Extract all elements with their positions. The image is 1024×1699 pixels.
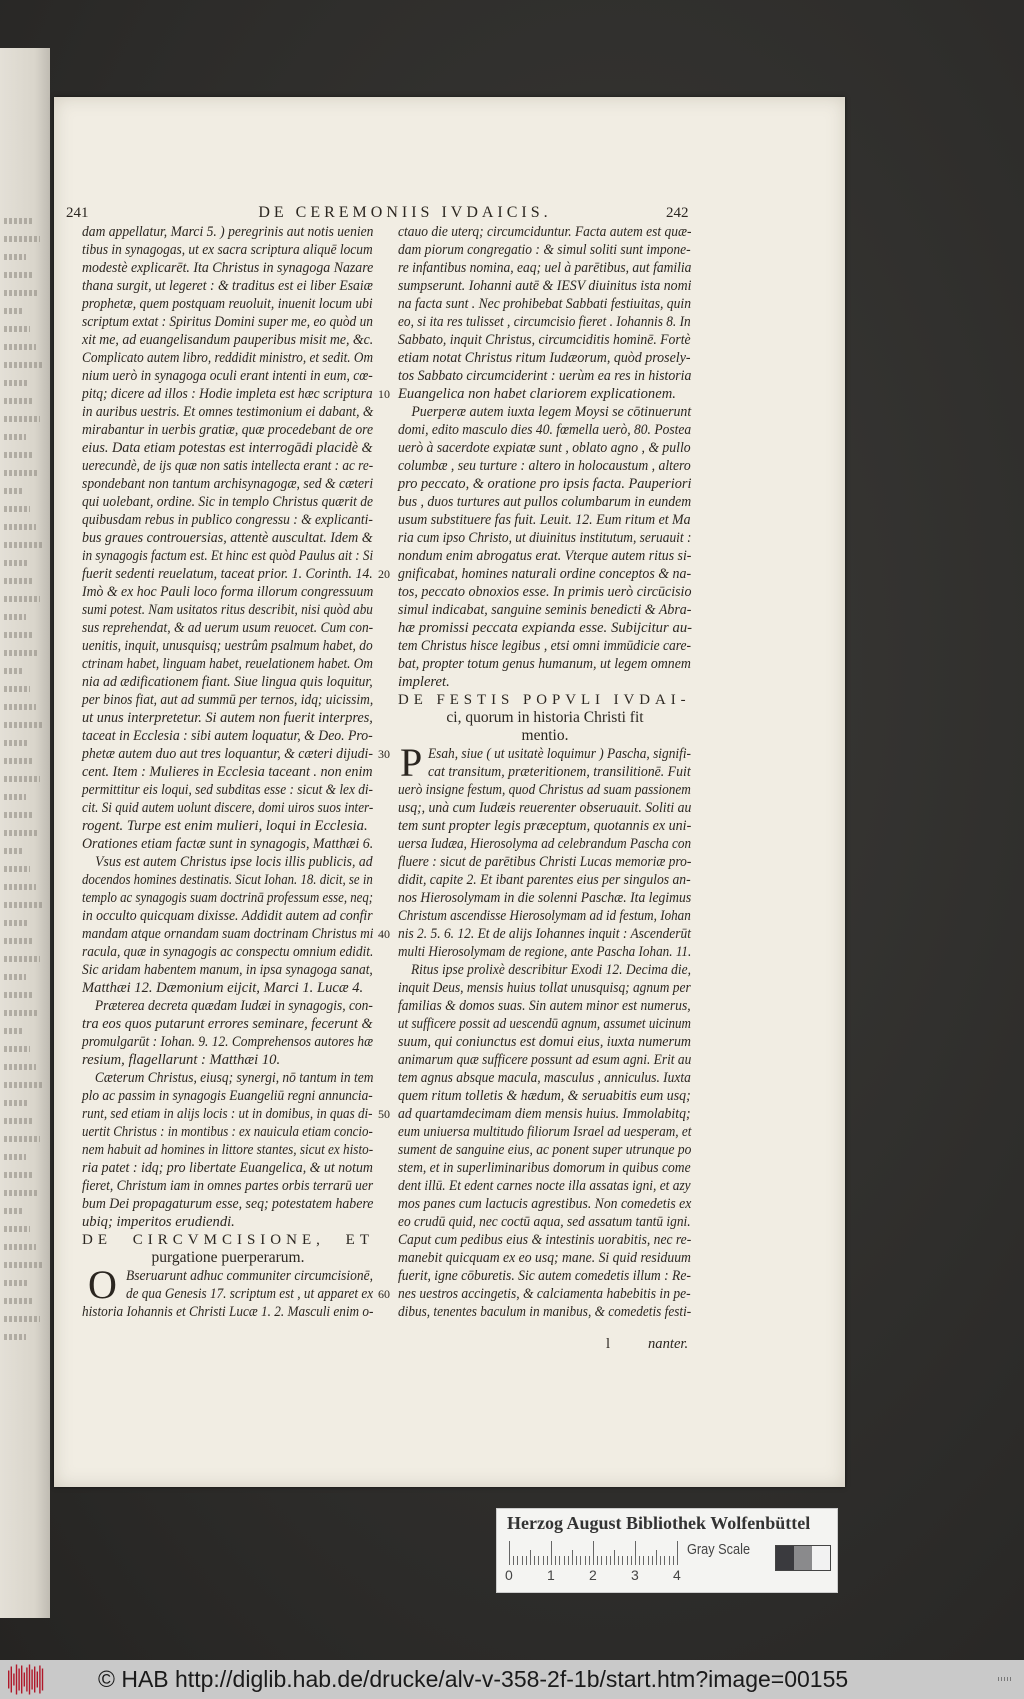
text-line: mandam atque ornandam suam doctrinam Christus mi	[82, 926, 374, 942]
text-line: Imò & ex hoc Pauli loco forma illorum congressuum	[82, 584, 374, 600]
text-line: na facta sunt . Nec prohibebat Sabbati festiuitas, quin	[398, 296, 692, 312]
text-line: multi Hierosolymam de regione, ante Pascha Iohan. 11.	[398, 944, 692, 960]
text-line: uerò insigne festum, quod Christus ad suam passionem	[398, 782, 691, 798]
swatch-mid	[794, 1546, 812, 1570]
text-line: domi, edito masculo dies 40. fœmella uerò, 80. Postea	[398, 422, 692, 438]
text-line: sumi potest. Nam usitatos ritus describit, nisi quòd abu	[82, 602, 373, 618]
page-edge-text-fragment	[4, 668, 24, 674]
text-line: phetæ autem duo aut tres loquantur, & cæteri dijudi-	[82, 746, 373, 762]
page-edge-text-fragment	[4, 1190, 38, 1196]
margin-line-number: 40	[378, 927, 390, 941]
text-line: ut unus interpretetur. Si autem non fuerit interpres,	[82, 710, 373, 726]
text-line: nem habuit ad homines in littore stantes, sicut ex histo-	[82, 1142, 374, 1158]
logo-bar	[21, 1666, 22, 1694]
text-line: sumpserunt. Iohanni autē & IESV diuinitus ista nomi	[398, 278, 692, 294]
ruler-tick	[673, 1556, 674, 1565]
page-edge-text-fragment	[4, 1262, 42, 1268]
ruler-tick	[618, 1556, 619, 1565]
text-line: resium, flagellarunt : Matthæi 10.	[82, 1052, 281, 1068]
text-line: ad quartamdecimam diem mensis huius. Immolabitq;	[398, 1106, 691, 1122]
text-line: Euangelica non habet clariorem explicationem.	[398, 386, 676, 402]
page-edge-text-fragment	[4, 452, 32, 458]
page-edge-text-fragment	[4, 524, 36, 530]
text-line: scriptum extat : Spiritus Domini super me, eo quòd un	[82, 314, 373, 330]
ruler-number: 3	[631, 1567, 639, 1583]
gray-scale-label: Gray Scale	[687, 1541, 751, 1558]
logo-bar	[42, 1669, 43, 1691]
margin-line-number: 20	[378, 567, 390, 581]
text-line: animarum quæ sufficere possunt ad esum agni. Erit au	[398, 1052, 692, 1068]
text-line: ctauo die uterq; circumciduntur. Facta autem est quæ-	[398, 224, 692, 240]
page-number-left: 241	[66, 205, 89, 221]
text-line: plo ac passim in synagogis Euangeliū regni annuncia-	[82, 1088, 373, 1104]
page-edge-text-fragment	[4, 1244, 36, 1250]
text-line: nondum enim abrogatus erat. Vterque autem ritus si-	[398, 548, 692, 564]
signature-mark: l	[606, 1336, 611, 1352]
text-line: etiam notat Christus ritum Iudæorum, quòd prosely-	[398, 350, 691, 366]
text-line: mirabantur in uerbis gratiæ, quæ procedebant de ore	[82, 422, 374, 438]
text-line: in occulto quicquam dixisse. Addidit autem ad confir	[82, 908, 373, 924]
text-line: re infantibus nomina, eaq; uel à parētibus, aut familia	[398, 260, 692, 276]
page-edge-text-fragment	[4, 308, 24, 314]
hab-logo-icon	[6, 1664, 46, 1695]
text-line: tem Christus hisce legibus , etsi omni immūdicie care-	[398, 638, 692, 654]
text-line: Ritus ipse prolixè describitur Exodi 12. Decima die,	[410, 962, 692, 978]
page-edge-text-fragment	[4, 434, 26, 440]
text-line: usq;, unà cum Iudæis reuerenter obseruauit. Soliti au	[398, 800, 692, 816]
ruler-tick	[517, 1556, 518, 1565]
page-edge-text-fragment	[4, 848, 24, 854]
logo-bar	[11, 1667, 12, 1693]
ruler-tick	[538, 1556, 539, 1565]
text-line: hæ promissi peccata expianda esse. Subijcitur au-	[398, 620, 692, 636]
text-line: nes uestros accingetis, & calciamenta habebitis in pe-	[398, 1286, 691, 1302]
swatch-dark	[776, 1546, 794, 1570]
page-edge-text-fragment	[4, 254, 26, 260]
text-line: sus reprehendat, & ad uerum usum reuocet. Cum con-	[82, 620, 374, 636]
logo-bar	[34, 1667, 35, 1693]
ruler-tick	[631, 1556, 632, 1565]
ruler-tick	[580, 1556, 581, 1565]
text-line: xit me, ad euangelisandum pauperibus misit me, &c.	[82, 332, 374, 348]
page-edge-text-fragment	[4, 416, 40, 422]
ruler-tick	[648, 1556, 649, 1565]
text-line: tos Sabbato circumciderint : uerùm ea res in historia	[398, 368, 692, 384]
section-heading-line: ci, quorum in historia Christi fit	[446, 709, 644, 726]
page-edge-text-fragment	[4, 290, 38, 296]
logo-bar	[13, 1674, 14, 1686]
text-line: prophetæ, quem postquam reuoluit, inuenit locum ubi	[82, 296, 373, 312]
text-line: bus graues controuersias, attentè auscultat. Idem &	[82, 530, 373, 546]
text-line: ubiq; imperitos erudiendi.	[82, 1214, 235, 1230]
footer-mark-icon	[998, 1677, 1012, 1681]
ruler-tick	[530, 1550, 531, 1565]
text-line: tem agnus absque macula, masculus , anniculus. Iuxta	[398, 1070, 691, 1086]
margin-line-number: 60	[378, 1287, 390, 1301]
ruler-number: 2	[589, 1567, 597, 1583]
page-edge-text-fragment	[4, 218, 34, 224]
section-heading-line: mentio.	[521, 727, 569, 744]
logo-bar	[24, 1673, 25, 1687]
page-edge-text-fragment	[4, 812, 32, 818]
logo-bar	[39, 1666, 40, 1694]
page-edge-text-fragment	[4, 722, 42, 728]
page-edge-text-fragment	[4, 1208, 24, 1214]
text-line: thana surgit, ut legeret : & traditus est ei liber Esaiæ	[82, 278, 373, 294]
text-line: Sic aridam habentem manum, in ipsa synagoga sanat,	[82, 962, 373, 978]
text-line: manebit quicquam ex eo usq; mane. Si quid residuum	[398, 1250, 691, 1266]
page-edge-text-fragment	[4, 344, 36, 350]
text-line: tibus in synagogas, ut ex sacra scriptura aliquē locum	[82, 242, 373, 258]
ruler-tick	[572, 1550, 573, 1565]
page-edge-text-fragment	[4, 794, 26, 800]
ruler-tick	[669, 1556, 670, 1565]
ruler-tick	[555, 1556, 556, 1565]
ruler-tick	[564, 1556, 565, 1565]
page-edge-text-fragment	[4, 650, 38, 656]
text-line: Cæterum Christus, eiusq; synergi, nō tantum in tem	[94, 1070, 374, 1086]
page-edge-text-fragment	[4, 938, 34, 944]
logo-bar	[37, 1672, 38, 1688]
text-line: fuerit, igne cōburetis. Sic autem comedetis illum : Re-	[398, 1268, 691, 1284]
page-edge-text-fragment	[4, 1172, 32, 1178]
text-line: Vsus est autem Christus ipse locis illis publicis, ad	[95, 854, 373, 870]
text-line: permittitur eis loqui, sed subditas esse : sicut & lex di-	[82, 782, 374, 798]
text-line: cent. Item : Mulieres in Ecclesia taceant . non enim	[82, 764, 373, 780]
text-line: Puerperæ autem iuxta legem Moysi se cōtinuerunt	[411, 404, 692, 420]
text-line: Christum ascendisse Hierosolymam ad id festum, Iohan	[398, 908, 691, 924]
text-line: pro peccato, & oratione pro ipsis facta. Pauperiori	[398, 476, 692, 492]
text-line: bum Dei propagaturum esse, seq; potestatem habere	[82, 1196, 374, 1212]
page-edge-text-fragment	[4, 830, 38, 836]
text-line: runt, sed etiam in alijs locis : ut in domibus, in quas di-	[82, 1106, 373, 1122]
page-edge-text-fragment	[4, 866, 30, 872]
text-line: promulgarūt : Iohan. 9. 12. Comprehensos autores hæ	[82, 1034, 374, 1050]
text-line: inquit Deus, mensis huius tollat unusquisq; agnum per	[398, 980, 691, 996]
page-edge-text-fragment	[4, 920, 28, 926]
text-line: historia Iohannis et Christi Lucæ 1. 2. Masculi enim o-	[82, 1304, 374, 1320]
text-line: de qua Genesis 17. scriptum est , ut apparet ex	[126, 1286, 374, 1302]
text-line: ut sufficere possit ad uescendū agnum, assumet uicinum	[398, 1016, 691, 1032]
section-heading-line: purgatione puerperarum.	[151, 1249, 305, 1266]
margin-line-number: 10	[378, 387, 390, 401]
text-line: dibus, tenentes baculum in manibus, & comedetis festi-	[398, 1304, 692, 1320]
text-line: taceat in Ecclesia : sibi autem loquatur, & Deo. Pro-	[82, 728, 373, 744]
page-edge-text-fragment	[4, 362, 42, 368]
text-line: dent illū. Et edent carnes nocte illa assatas igni, et azy	[398, 1178, 691, 1194]
page-edge-text-fragment	[4, 992, 32, 998]
page-edge-text-fragment	[4, 1334, 26, 1340]
page-edge-text-fragment	[4, 740, 28, 746]
page-edge-text-fragment	[4, 1154, 26, 1160]
ruler-tick	[568, 1556, 569, 1565]
text-line: eo, si ita res tulisset , circumcisio fieret . Iohannis 8. In	[398, 314, 691, 330]
logo-bar	[18, 1669, 19, 1691]
ruler-tick	[664, 1556, 665, 1565]
color-calibration-card	[496, 1508, 838, 1593]
text-line: uenitis, inquit, unusquisq; uestrûm psalmum habet, do	[82, 638, 373, 654]
page-edge-text-fragment	[4, 1280, 28, 1286]
text-line: Complicato autem libro, reddidit ministro, et sedit. Om	[82, 350, 374, 366]
ruler-tick	[606, 1556, 607, 1565]
footer-bar	[0, 1660, 1024, 1699]
page-edge-text-fragment	[4, 704, 36, 710]
text-line: pitq; dicere ad illos : Hodie impleta est hæc scriptura	[82, 386, 373, 402]
ruler-tick	[643, 1556, 644, 1565]
ruler-tick	[656, 1550, 657, 1565]
ruler-tick	[597, 1556, 598, 1565]
text-line: racula, quæ in synagogis ac conspectu omnium edidit.	[82, 944, 374, 960]
ruler-tick	[522, 1556, 523, 1565]
page-edge-text-fragment	[4, 398, 34, 404]
text-line: familias & domos suas. Sin autem minor est numerus,	[398, 998, 691, 1014]
ruler-tick	[576, 1556, 577, 1565]
text-line: per binos fiat, aut ad summū per ternos, idq; uicissim,	[82, 692, 374, 708]
text-line: Sabbato, inquit Christus, circumciditis hominē. Fortè	[398, 332, 691, 348]
text-line: uertit Christus : in montibus : ex nauicula etiam concio-	[82, 1124, 373, 1140]
text-line: nos Hierosolymam in die solenni Paschæ. Ita legimus	[398, 890, 692, 906]
text-line: Matthæi 12. Dæmonium eijcit, Marci 1. Lucæ 4.	[82, 980, 364, 996]
text-line: ctrinam habet, linguam habet, reuelationem habet. Om	[82, 656, 373, 672]
ruler-tick	[610, 1556, 611, 1565]
text-line: rogent. Turpe est enim mulieri, loqui in Ecclesia.	[82, 818, 368, 834]
text-line: dam piorum congregatio : & simul soliti sunt impone-	[398, 242, 691, 258]
logo-bar	[16, 1665, 17, 1695]
text-line: Caput cum pedibus eius & intestinis uorabitis, nec re-	[398, 1232, 692, 1248]
page-edge-text-fragment	[4, 614, 26, 620]
text-line: ria cum ipso Christo, ut diuinitus institutum, seruauit :	[398, 530, 692, 546]
section-heading-line: DE CIRCVMCISIONE, ET	[82, 1232, 374, 1248]
page-edge-text-fragment	[4, 560, 28, 566]
text-line: nium uerò in synagoga oculi erant intenti in eum, cœ-	[82, 368, 373, 384]
ruler-tick	[509, 1541, 510, 1565]
page-edge-text-fragment	[4, 758, 34, 764]
text-line: qui uolebant, ordine. Sic in templo Christus quærit de	[82, 494, 374, 510]
text-line: uerò à sacerdote expiatæ sunt , oblato agno , & pullo	[398, 440, 691, 456]
text-line: bus , duos turtures aut pullos columbarum in eundem	[398, 494, 692, 510]
drop-cap-p: P	[400, 740, 423, 785]
page-edge-text-fragment	[4, 1064, 36, 1070]
text-line: dam appellatur, Marci 5. ) peregrinis aut notis uenien	[82, 224, 374, 240]
text-line: gnificabat, homines naturali ordine conceptos & na-	[398, 566, 692, 582]
text-line: in synagogis factum est. Et hinc est quòd Paulus ait : Si	[82, 548, 374, 564]
text-line: tem sunt propter legis præceptum, quotannis ex uni-	[398, 818, 692, 834]
ruler-tick	[614, 1550, 615, 1565]
page-edge-text-fragment	[4, 1082, 42, 1088]
logo-bar	[29, 1665, 30, 1695]
page-edge-text-fragment	[4, 1010, 38, 1016]
text-line: uerecundè, de ijs quæ non satis intellecta erant : ac re-	[82, 458, 374, 474]
text-line: eius. Data etiam potestas est interrogādi placidè &	[82, 440, 373, 456]
text-line: Bseruarunt adhuc communiter circumcisionē,	[126, 1268, 373, 1284]
text-line: usum substituere fas fuit. Leuit. 12. Eum ritum et Ma	[398, 512, 691, 528]
text-line: cit. Si quid autem uolunt discere, domi uiros suos inter-	[82, 800, 374, 816]
page-edge-text-fragment	[4, 1028, 24, 1034]
margin-line-number: 50	[378, 1107, 390, 1121]
text-line: bat, propter totum genus humanum, ut legem omnem	[398, 656, 691, 672]
ruler-tick	[622, 1556, 623, 1565]
previous-page-edge	[0, 48, 50, 1618]
text-line: quem ritum tolletis & hædum, & seruabitis eum usq;	[398, 1088, 691, 1104]
logo-bar	[26, 1668, 27, 1692]
page-edge-text-fragment	[4, 1226, 30, 1232]
page-edge-text-fragment	[4, 506, 30, 512]
page-edge-text-fragment	[4, 1100, 28, 1106]
text-line: eo crudū quid, nec coctū aqua, sed assatum tantū igni.	[398, 1214, 691, 1230]
catchword: nanter.	[648, 1336, 689, 1352]
ruler-tick	[551, 1541, 552, 1565]
ruler-tick	[639, 1556, 640, 1565]
text-line: stem, et in superliminaribus domorum in quibus come	[398, 1160, 691, 1176]
page-edge-text-fragment	[4, 236, 40, 242]
text-line: ria patet : idq; pro libertate Euangelica, & ut notum	[82, 1160, 373, 1176]
page-edge-text-fragment	[4, 542, 42, 548]
text-line: Orationes etiam factæ sunt in synagogis, Matthæi 6.	[82, 836, 374, 852]
text-line: impleret.	[398, 674, 450, 690]
page-number-right: 242	[666, 205, 689, 221]
ruler-tick	[627, 1556, 628, 1565]
text-line: tos, peccato obnoxios esse. In primis uerò circūcisio	[398, 584, 692, 600]
ruler-tick	[547, 1556, 548, 1565]
copyright-url[interactable]: © HAB http://diglib.hab.de/drucke/alv-v-358-2f-1b/start.htm?image=00155	[98, 1666, 849, 1692]
page-edge-text-fragment	[4, 578, 34, 584]
page-edge-text-fragment	[4, 326, 30, 332]
section-heading-line: DE FESTIS POPVLI IVDAI-	[398, 692, 691, 708]
ruler-tick	[589, 1556, 590, 1565]
ruler-tick	[601, 1556, 602, 1565]
ruler-tick	[543, 1556, 544, 1565]
ruler-tick	[593, 1541, 594, 1565]
text-line: nis 2. 5. 6. 12. Et de alijs Iohannes inquit : Ascenderūt	[398, 926, 691, 942]
text-line: spondebant non tantum archisynagogæ, sed & cæteri	[82, 476, 374, 492]
page-edge-text-fragment	[4, 956, 40, 962]
ruler-tick	[635, 1541, 636, 1565]
ruler-number: 1	[547, 1567, 555, 1583]
gray-scale-swatches	[775, 1545, 831, 1571]
page-edge-text-fragment	[4, 632, 32, 638]
ruler-tick	[660, 1556, 661, 1565]
logo-bar	[8, 1671, 9, 1689]
text-line: docendos homines destinatis. Sicut Iohan. 18. dicit, se in	[82, 872, 373, 888]
ruler-tick	[652, 1556, 653, 1565]
page-edge-text-fragment	[4, 884, 36, 890]
text-line: modestè explicarēt. Ita Christus in synagoga Nazare	[82, 260, 374, 276]
text-line: nia ad ædificationem fiant. Siue lingua quis loquitur,	[82, 674, 373, 690]
drop-cap-o: O	[88, 1262, 117, 1307]
swatch-light	[812, 1546, 830, 1570]
ruler-tick	[513, 1556, 514, 1565]
text-line: simul indicabat, sanguine seminis benedicti & Abra-	[398, 602, 692, 618]
text-line: didit, capite 2. Et ibant parentes eius per singulos an-	[398, 872, 691, 888]
ruler-tick	[526, 1556, 527, 1565]
page-edge-text-fragment	[4, 902, 42, 908]
text-line: tra eos quos putarunt errores seminare, fecerunt &	[82, 1016, 373, 1032]
text-line: suum, qui coniunctus est domui eius, iuxta numerum	[398, 1034, 692, 1050]
text-line: sument de sanguine eius, ac ponent super utrunque po	[398, 1142, 692, 1158]
text-line: Esah, siue ( ut usitatè loquimur ) Pascha, signifi-	[428, 746, 692, 762]
page-edge-text-fragment	[4, 1298, 34, 1304]
library-name: Herzog August Bibliothek Wolfenbüttel	[507, 1513, 811, 1533]
text-line: uersa Iudæa, Hierosolyma ad celebrandum Pascha con	[398, 836, 692, 852]
ruler-tick	[559, 1556, 560, 1565]
ruler-tick	[534, 1556, 535, 1565]
page-edge-text-fragment	[4, 686, 30, 692]
ruler-tick	[677, 1541, 678, 1565]
ruler	[509, 1539, 681, 1565]
text-line: columbæ , seu turture : altero in holocaustum , altero	[398, 458, 691, 474]
page-edge-text-fragment	[4, 1046, 30, 1052]
text-line: quibusdam rebus in publico congressu : & explicanti-	[82, 512, 373, 528]
text-line: in auribus uestris. Et omnes testimonium ei dabant, &	[82, 404, 374, 420]
page-edge-text-fragment	[4, 596, 40, 602]
text-line: templo ac synagogis suam doctrinā professum esse, neq;	[82, 890, 374, 906]
page-edge-text-fragment	[4, 380, 28, 386]
text-line: fuerit sedenti reuelatum, taceat prior. 1. Corinth. 14.	[82, 566, 373, 582]
page-edge-text-fragment	[4, 974, 26, 980]
text-line: cat transitum, præteritionem, transilitionē. Fuit	[428, 764, 691, 780]
text-line: mos panes cum lactucis agrestibus. Non comedetis ex	[398, 1196, 692, 1212]
text-line: eum uniuersa multitudo filiorum Israel ad uesperam, et	[398, 1124, 692, 1140]
page-edge-text-fragment	[4, 776, 40, 782]
page-edge-text-fragment	[4, 1118, 34, 1124]
text-line: fluere : sicut de parētibus Christi Lucas memoriæ pro-	[398, 854, 692, 870]
ruler-tick	[585, 1556, 586, 1565]
margin-line-number: 30	[378, 747, 390, 761]
text-line: fieret, Christum iam in omnes partes orbis terrarū uer	[82, 1178, 374, 1194]
logo-bar	[31, 1670, 32, 1690]
page-edge-text-fragment	[4, 488, 24, 494]
text-line: Præterea decreta quædam Iudæi in synagogis, con-	[94, 998, 373, 1014]
ruler-number: 0	[505, 1567, 513, 1583]
page-edge-text-fragment	[4, 1136, 40, 1142]
page-edge-text-fragment	[4, 1316, 40, 1322]
running-head: DE CEREMONIIS IVDAICIS.	[258, 204, 552, 221]
page-edge-text-fragment	[4, 272, 32, 278]
page-edge-text-fragment	[4, 470, 38, 476]
ruler-number: 4	[673, 1567, 681, 1583]
